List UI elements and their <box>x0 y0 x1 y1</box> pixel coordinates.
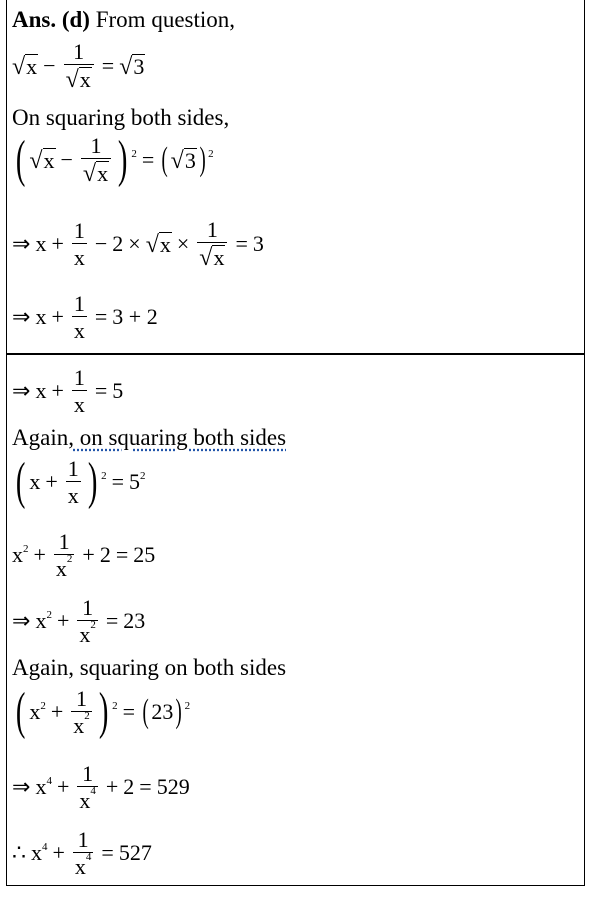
square-expanded-equation: x 2 + $\frac{1}{x^2}$ + 2 = 25 <box>12 529 156 582</box>
square-sum-result: ⇒ x 2 + $\frac{1}{x^2}$ = 23 <box>12 595 146 648</box>
expanded-equation: ⇒ x + $\frac{1}{x}$ − 2 × √ x × 1 √ x = 3 <box>12 217 264 272</box>
final-answer: ∴ x 4 + $\frac{1}{x^4}$ = 527 <box>12 827 152 880</box>
fourth-power-setup: ( x 2 + $\frac{1}{x^2}$ ) 2 = ( 23 ) 2 <box>15 683 191 740</box>
given-equation: √ x − 1 √ x = √ 3 <box>12 39 145 94</box>
caption-again-2: Again, squaring on both sides <box>12 655 287 680</box>
sqrt-3: √ 3 <box>119 53 145 80</box>
sum-equation-2: ⇒ x + $\frac{1}{x}$ = 5 <box>12 365 124 418</box>
section-divider <box>6 353 585 355</box>
caption-again: Again, on squaring both sides <box>12 425 287 450</box>
fraction-1-over-sqrt-x: 1 √ x <box>64 40 94 92</box>
answer-header <box>12 8 235 31</box>
square-sum-equation: ( x + $\frac{1}{x}$ ) 2 = 5 2 <box>15 453 146 510</box>
option-label: (d) <box>61 7 90 32</box>
squared-equation: ( √ x − 1 √ x ) 2 = ( √ 3 ) 2 <box>15 131 214 189</box>
sqrt-x: √ x <box>12 53 38 80</box>
sum-equation-1: ⇒ x + $\frac{1}{x}$ = 3 + 2 <box>12 291 158 344</box>
ans-label: Ans. <box>12 7 57 32</box>
fourth-power-expanded: ⇒ x 4 + $\frac{1}{x^4}$ + 2 = 529 <box>12 761 190 814</box>
caption-squaring: On squaring both sides, <box>12 105 230 130</box>
intro-text: From question, <box>95 7 236 32</box>
